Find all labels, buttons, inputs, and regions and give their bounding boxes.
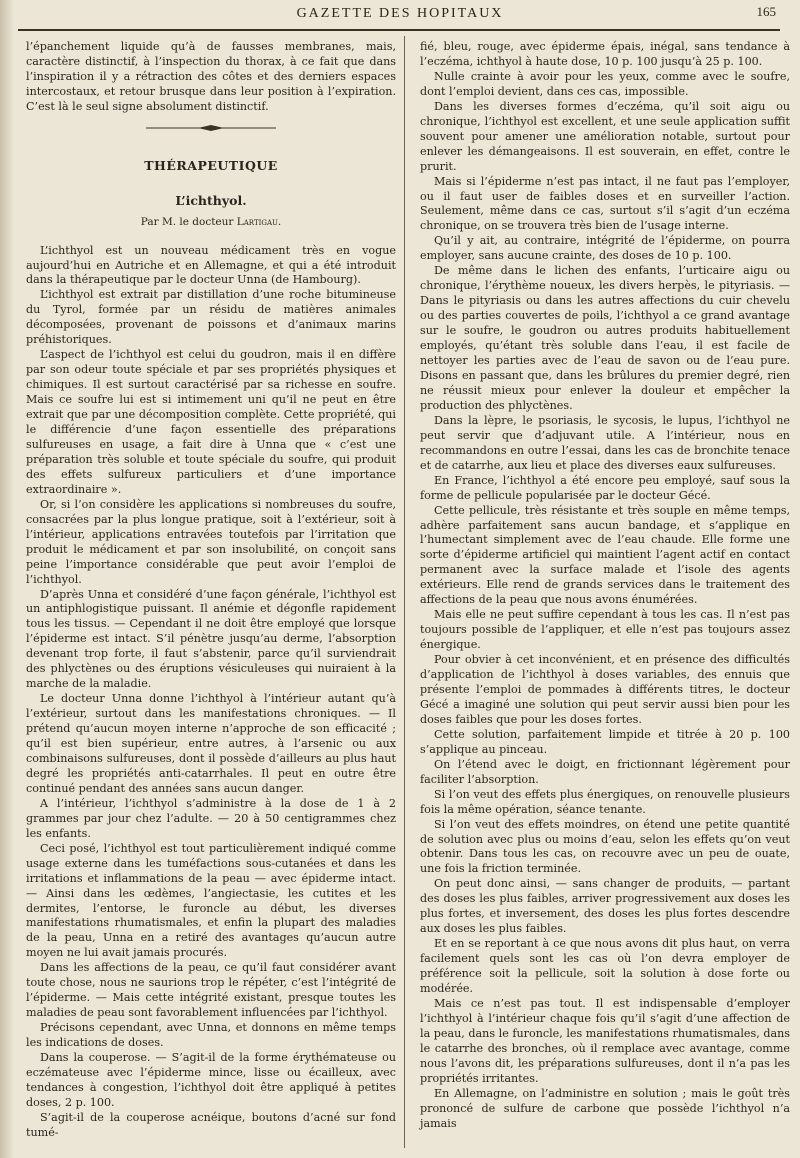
byline-author: Lartigau.	[236, 215, 282, 228]
paragraph: Mais ce n’est pas tout. Il est indispensable d’employer l’ichthyol à l’intérieur chaque fois qu’il s’agit d’une affection de la peau, dans le furoncle, les manifestations rhumatismales, dans le catarrhe des bronches, où il remplace avec avantage, comme nous l’avons dit, les préparations sulfureuses, dont il n’a pas les propriétés irritantes.	[420, 997, 790, 1085]
intro-paragraph: l’épanchement liquide qu’à de fausses membranes, mais, caractère distinctif, à l’inspection du thorax, à ce fait que dans l’inspiration il y a rétraction des côtes et des derniers espaces intercostaux, et retour brusque dans leur position à l’expiration. C’est là le seul signe absolument distinctif.	[26, 40, 396, 113]
paragraph: Précisons cependant, avec Unna, et donnons en même temps les indications de doses.	[26, 1021, 396, 1050]
paragraph: Dans les affections de la peau, ce qu’il faut considérer avant toute chose, nous ne saurions trop le répéter, c’est l’intégrité de l’épiderme. — Mais cette intégrité existant, presque toutes les maladies de peau sont favorablement influencées par l’ichthyol.	[26, 961, 396, 1020]
paragraph: En France, l’ichthyol a été encore peu employé, sauf sous la forme de pellicule popularisée par le docteur Gécé.	[420, 473, 790, 502]
running-head: GAZETTE DES HOPITAUX	[296, 6, 504, 21]
page-fold-shadow	[0, 0, 14, 1158]
paragraph: L’aspect de l’ichthyol est celui du goudron, mais il en diffère par son odeur toute spéciale et par ses propriétés physiques et chimiques. Il est surtout caractérisé par sa richesse en soufre. Mais ce soufre lui est si intimement uni qu’il ne peut en être extrait que par une décomposition complète. Cette propriété, qui le différencie d’une façon essentielle des préparations sulfureuses en usage, a fait dire à Unna que « c’est une préparation très soluble et toute spéciale du soufre, qui produit des effets sulfureux particuliers et d’une importance extraordinaire ».	[26, 348, 396, 496]
paragraph: De même dans le lichen des enfants, l’urticaire aigu ou chronique, l’érythème noueux, les divers herpès, le pityriasis. — Dans le pityriasis ou dans les autres affections du cuir chevelu ou des parties couvertes de poils, l’ichthyol a ce grand avantage sur le soufre, le goudron ou autres produits habituellement employés, qu’étant très soluble dans l’eau, il est facile de nettoyer les parties avec de l’eau de savon ou de l’eau pure. Disons en passant que, dans les brûlures du premier degré, rien ne réussit mieux pour enlever la douleur et empêcher la production des phlyctènes.	[420, 264, 790, 412]
paragraph: En Allemagne, on l’administre en solution ; mais le goût très prononcé de sulfure de carbone que possède l’ichthyol n’a jamais	[420, 1086, 790, 1130]
paragraph: Si l’on veut des effets plus énergiques, on renouvelle plusieurs fois la même opération, séance tenante.	[420, 787, 790, 816]
paragraph: Dans les diverses formes d’eczéma, qu’il soit aigu ou chronique, l’ichthyol est excellent, et une seule application suffit souvent pour amener une amélioration notable, surtout pour enlever les démangeaisons. Il est souverain, en effet, contre le prurit.	[420, 99, 790, 173]
column-divider	[404, 36, 405, 1148]
paragraph: Or, si l’on considère les applications si nombreuses du soufre, consacrées par la plus longue pratique, soit à l’extérieur, soit à l’intérieur, applications entravées toutefois par l’irritation que produit le médicament et par son insolubilité, on conçoit sans peine l’importance considérable que peut avoir l’emploi de l’ichthyol.	[26, 497, 396, 586]
paragraph: On peut donc ainsi, — sans changer de produits, — partant des doses les plus faibles, arriver progressivement aux doses les plus fortes, et inversement, des doses les plus fortes descendre aux doses les plus faibles.	[420, 877, 790, 936]
section-title: THÉRAPEUTIQUE	[144, 157, 278, 173]
article-title: L’ichthyol.	[175, 192, 247, 208]
paragraph: Si l’on veut des effets moindres, on étend une petite quantité de solution avec plus ou moins d’eau, selon les effets qu’on veut obtenir. Dans tous les cas, on recouvre avec un peu de ouate, une fois la friction terminée.	[420, 817, 790, 876]
right-column	[420, 40, 790, 1132]
paragraph: On l’étend avec le doigt, en frictionnant légèrement pour faciliter l’absorption.	[420, 757, 790, 786]
page-number: 165	[756, 4, 776, 19]
paragraph: Dans la couperose. — S’agit-il de la forme érythémateuse ou eczémateuse avec l’épiderme mince, lisse ou écailleux, avec tendances à congestion, l’ichthyol doit être appliqué à petites doses, 2 p. 100.	[26, 1051, 396, 1109]
paragraph: D’après Unna et considéré d’une façon générale, l’ichthyol est un antiphlogistique puissant. Il anémie et dégonfle rapidement tous les tissus. — Cependant il ne doit être employé que lorsque l’épiderme est intact. S’il pénètre jusqu’au derme, l’absorption devenant trop forte, il faut s’abstenir, parce qu’il surviendrait des phlyctènes ou des éruptions vésiculeuses qui nuiraient à la marche de la maladie.	[26, 587, 396, 691]
paragraph: Pour obvier à cet inconvénient, et en présence des difficultés d’application de l’ichthyol à doses variables, des ennuis que présente l’emploi de pommades à différents titres, le docteur Gécé a imaginé une solution qui peut servir aussi bien pour les doses faibles que pour les doses fortes.	[420, 653, 790, 726]
paragraph: Dans la lèpre, le psoriasis, le sycosis, le lupus, l’ichthyol ne peut servir que d’adjuvant utile. A l’intérieur, nous en recommandons en outre l’essai, dans les cas de bronchite tenace et de catarrhe, aux lieu et place des diverses eaux sulfureuses.	[420, 413, 790, 472]
paragraph: A l’intérieur, l’ichthyol s’administre à la dose de 1 à 2 grammes par jour chez l’adulte. — 20 à 50 centigrammes chez les enfants.	[26, 796, 396, 840]
byline	[26, 215, 396, 230]
paragraph: Mais si l’épiderme n’est pas intact, il ne faut pas l’employer, ou il faut user de faibles doses et en surveiller l’action. Seulement, même dans ce cas, surtout s’il s’agit d’un eczéma chronique, on se trouvera très bien de l’usage interne.	[420, 174, 790, 233]
paragraph: Mais elle ne peut suffire cependant à tous les cas. Il n’est pas toujours possible de l’appliquer, et elle n’est pas toujours assez énergique.	[420, 608, 790, 652]
paragraph: L’ichthyol est extrait par distillation d’une roche bitumineuse du Tyrol, formée par un résidu de matières animales décomposées, provenant de poissons et d’animaux marins préhistoriques.	[26, 288, 396, 347]
paragraph: Ceci posé, l’ichthyol est tout particulièrement indiqué comme usage externe dans les tuméfactions sous-cutanées et dans les irritations et inflammations de la peau — avec épiderme intact. — Ainsi dans les œdèmes, l’angiectasie, les cutites et les dermites, l’entorse, le furoncle au début, les diverses manifestations rhumatismales, et enfin la plupart des maladies de la peau, Unna en a retiré des avantages qu’aucun autre moyen ne lui avait jamais procurés.	[26, 841, 396, 960]
paragraph: Cette pellicule, très résistante et très souple en même temps, adhère parfaitement sans aucun bandage, et s’applique en l’humectant simplement avec de l’eau chaude. Elle forme une sorte d’épiderme artificiel qui maintient l’agent actif en contact permanent avec la surface malade et l’isole des agents extérieurs. Elle rend de grands services dans le traitement des affections de la peau que nous avons énumérées.	[420, 503, 790, 607]
header-rule	[18, 29, 780, 31]
page-header	[0, 2, 800, 32]
paragraph: Cette solution, parfaitement limpide et titrée à 20 p. 100 s’applique au pinceau.	[420, 727, 790, 756]
paragraph: Le docteur Unna donne l’ichthyol à l’intérieur autant qu’à l’extérieur, surtout dans les manifestations chroniques. — Il prétend qu’aucun moyen interne n’approche de son efficacité ; qu’il est bien supérieur, entre autres, à l’arsenic ou aux combinaisons sulfureuses, dont il possède d’ailleurs au plus haut degré les propriétés anti-catarrhales. Il peut en outre être continué pendant des années sans aucun danger.	[26, 692, 396, 795]
paragraph: Et en se reportant à ce que nous avons dit plus haut, on verra facilement quels sont les cas où l’on devra employer de préférence soit la pellicule, soit la solution à dose forte ou modérée.	[420, 937, 790, 996]
section-ornament	[26, 122, 396, 137]
paragraph: Qu’il y ait, au contraire, intégrité de l’épiderme, on pourra employer, sans aucune crainte, des doses de 10 p. 100.	[420, 234, 790, 263]
paragraph: L’ichthyol est un nouveau médicament très en vogue aujourd’hui en Autriche et en Allemagne, et qui a été introduit dans la thérapeutique par le docteur Unna (de Hambourg).	[26, 243, 396, 287]
byline-prefix: Par M. le docteur	[140, 215, 234, 228]
continuation-paragraph: fié, bleu, rouge, avec épiderme épais, inégal, sans tendance à l’eczéma, ichthyol à haute dose, 10 p. 100 jusqu’à 25 p. 100.	[420, 40, 790, 68]
paragraph: Nulle crainte à avoir pour les yeux, comme avec le soufre, dont l’emploi devient, dans ces cas, impossible.	[420, 69, 790, 98]
paragraph: S’agit-il de la couperose acnéique, boutons d’acné sur fond tumé-	[26, 1110, 396, 1139]
left-column	[26, 40, 396, 1141]
